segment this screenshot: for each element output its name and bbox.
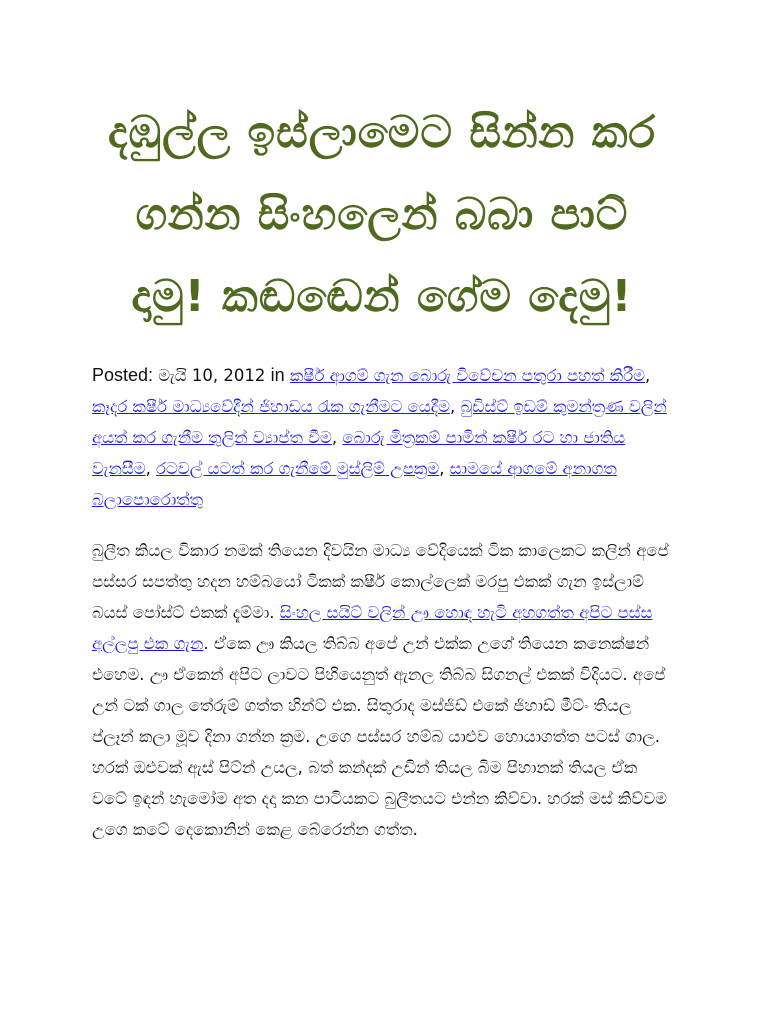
- post-meta: [92, 360, 672, 515]
- body-inline-link[interactable]: සිංහල සයිට් වලින් ඌ හොඳ හැටි අහගත්ත අපිට පස්ස අල්ලපු එක ගැන: [92, 603, 653, 653]
- category-link[interactable]: බුඩිස්ට් ඉඩම් කුමන්ත්‍රණ වලින් අයත් කර ගැනීම තුලින් ව්‍යාප්ත වීම: [92, 397, 667, 447]
- body-rest-text: . ඒකෙ ඌ කියල තිබ්බ අපේ උන් එක්ක උගේ තියෙන කනෙක්ෂන් එහෙම. ඌ ඒකෙන් අපිට ලාවට පිහියෙනුත් ඇනල තිබ්බ සිගනල් එකක් විදියට. අපේ උන් ටක් ගාල තේරුම් ගත්ත හින්ට් එක. සිතුරාද මස්ජිඩ් එකේ ජිහාඩ් මීට්ං තියල ප්ලෑන් කලා මූව දිනා ගන්න ක්‍රම. උගෙ පස්සර හම්බ යාළුව හොයාගත්ත පටස් ගාල. හරක් ඔළුවක් ඇස් පිට්න් උයල, බත් කන්දක් උඩින් තියල බිම පිහානක් තියල ඒක වටේ ඉඳන් හැමෝම අත දදා කන පාටියකට බුලීතයට එන්න කිව්වා. හරක් මස් කිව්වම උගෙ කටේ දෙකොනින් කෙළ බේරෙන්න ගත්ත.: [92, 634, 667, 839]
- category-link[interactable]: කෑදර කෂීර් මාධ්‍යවේදීන් ජිහාඩය රැක ගැනීමට යෙදීම: [92, 397, 450, 416]
- category-separator: ,: [449, 397, 456, 416]
- in-label: in: [270, 365, 285, 385]
- category-link[interactable]: සාමයේ ආගමේ අනාගත බලාපොරොත්තු: [92, 459, 617, 509]
- category-link[interactable]: රටවල් යටත් කර ගැනීමේ මුස්ලිම් උපක්‍රම: [156, 459, 440, 478]
- posted-date: මැයි 10, 2012: [158, 366, 266, 385]
- body-intro-text: බුලීත කියල විකාර නමක් තියෙන දිවයින මාධ්‍ය වේදියෙක් ටික කාලෙකට කලින් අපේ පස්සර සපත්තු හදන හම්බයෝ ටිකක් කෂීර් කොල්ලෙක් මරපු එකක් ගැන ඉස්ලාම් බයස් පෝස්ට් එකක් දැම්මා.: [92, 541, 669, 622]
- post-body-paragraph: [92, 535, 672, 845]
- category-separator: ,: [145, 459, 151, 478]
- category-separator: ,: [439, 459, 445, 478]
- category-link[interactable]: බොරු මිත්‍රකම් පාමින් කෂීර් රට හා ජාතිය වැනසීම: [92, 428, 626, 478]
- category-separator: ,: [645, 366, 651, 385]
- post-title: දඹුල්ල ඉස්ලාමෙට සින්න කර ගන්න සිංහලෙන් බබා පාට් දාමු! කඬඬෙන් ගේම දෙමු!: [107, 107, 657, 322]
- category-link[interactable]: කෂීර් ආගම් ගැන බොරු විවේචන පතුරා පහත් කිරීම: [289, 366, 646, 385]
- posted-label: Posted:: [92, 365, 154, 385]
- category-separator: ,: [331, 428, 338, 447]
